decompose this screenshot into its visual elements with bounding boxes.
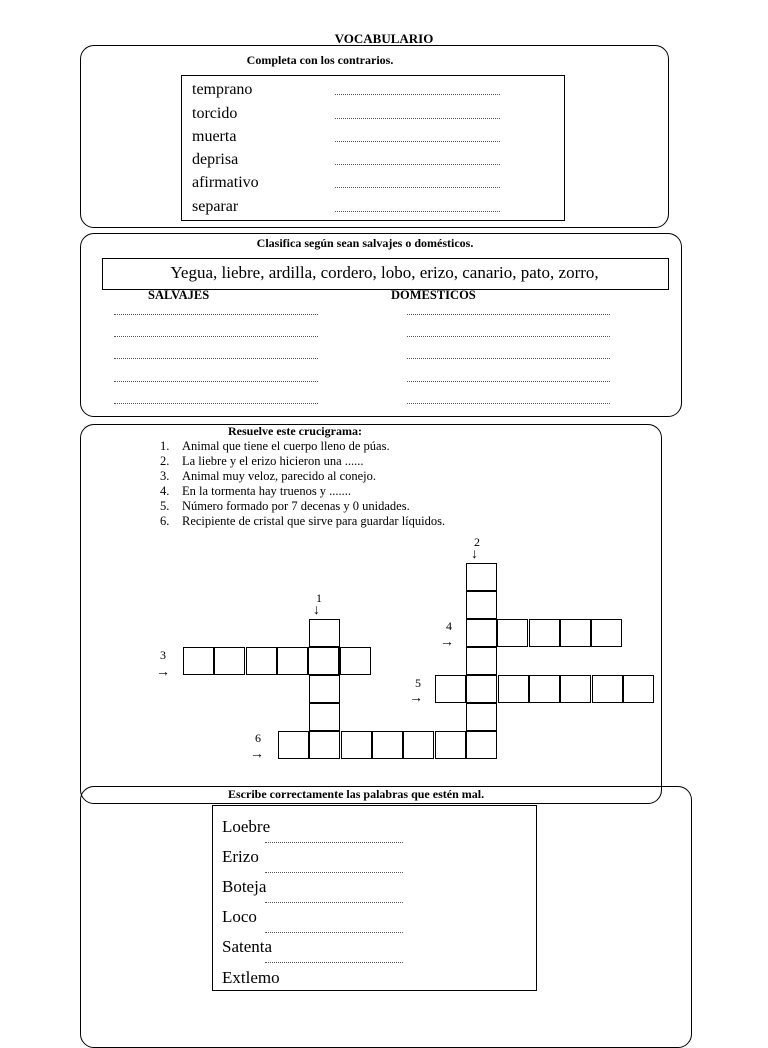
answer-line[interactable] bbox=[114, 403, 318, 404]
crossword-cell[interactable] bbox=[529, 619, 560, 647]
clue-item bbox=[160, 484, 351, 499]
crossword-cell[interactable] bbox=[591, 619, 622, 647]
answer-line[interactable] bbox=[114, 336, 318, 337]
clue-text: Animal muy veloz, parecido al conejo. bbox=[182, 469, 377, 483]
page-title: VOCABULARIO bbox=[334, 31, 434, 46]
crossword-cell[interactable] bbox=[308, 647, 339, 675]
crossword-cell[interactable] bbox=[466, 591, 497, 619]
clue-label-3: 3 bbox=[160, 648, 166, 662]
opposite-word: deprisa bbox=[192, 151, 239, 168]
clue-text: Animal que tiene el cuerpo lleno de púas. bbox=[182, 439, 390, 453]
crossword-cell[interactable] bbox=[183, 647, 214, 675]
opposite-word: torcido bbox=[192, 105, 238, 122]
answer-line[interactable] bbox=[265, 872, 403, 873]
section-crossword-heading: Resuelve este crucigrama: bbox=[228, 424, 362, 438]
misspelled-word: Loebre bbox=[222, 817, 271, 836]
answer-line[interactable] bbox=[335, 164, 500, 165]
answer-line[interactable] bbox=[265, 902, 403, 903]
answer-line[interactable] bbox=[407, 381, 610, 382]
misspelled-word: Extlemo bbox=[222, 968, 280, 987]
crossword-cell[interactable] bbox=[341, 731, 372, 759]
crossword-cell[interactable] bbox=[560, 619, 591, 647]
crossword-cell[interactable] bbox=[497, 619, 528, 647]
opposite-word: afirmativo bbox=[192, 174, 259, 191]
clue-item bbox=[160, 454, 364, 469]
answer-line[interactable] bbox=[407, 358, 610, 359]
clue-item bbox=[160, 439, 390, 454]
crossword-cell[interactable] bbox=[309, 619, 340, 647]
crossword-cell[interactable] bbox=[340, 647, 371, 675]
clue-item bbox=[160, 469, 376, 484]
clue-label-4: 4 bbox=[446, 619, 452, 633]
crossword-cell[interactable] bbox=[466, 647, 497, 675]
crossword-cell[interactable] bbox=[498, 675, 529, 703]
clue-number: 1. bbox=[160, 439, 170, 453]
crossword-cell[interactable] bbox=[435, 675, 466, 703]
crossword-cell[interactable] bbox=[309, 703, 340, 731]
crossword-cell[interactable] bbox=[623, 675, 654, 703]
clue-label-2: 2 bbox=[474, 535, 480, 549]
section-classify-heading: Clasifica según sean salvajes o domésticos. bbox=[256, 236, 474, 250]
answer-line[interactable] bbox=[265, 842, 403, 843]
clue-text: En la tormenta hay truenos y ....... bbox=[182, 484, 352, 498]
answer-line[interactable] bbox=[335, 118, 500, 119]
crossword-cell[interactable] bbox=[277, 647, 308, 675]
misspelled-word: Erizo bbox=[222, 847, 259, 866]
answer-line[interactable] bbox=[114, 314, 318, 315]
answer-line[interactable] bbox=[265, 932, 403, 933]
answer-line[interactable] bbox=[265, 962, 403, 963]
crossword-cell[interactable] bbox=[466, 619, 497, 647]
right-arrow-icon: → bbox=[250, 747, 264, 762]
misspelled-word: Boteja bbox=[222, 877, 267, 896]
crossword-cell[interactable] bbox=[403, 731, 434, 759]
crossword-cell[interactable] bbox=[278, 731, 309, 759]
crossword-cell[interactable] bbox=[592, 675, 623, 703]
crossword-cell[interactable] bbox=[466, 731, 497, 759]
answer-line[interactable] bbox=[335, 94, 500, 95]
section-opposites-heading: Completa con los contrarios. bbox=[246, 53, 394, 67]
crossword-cell[interactable] bbox=[214, 647, 245, 675]
crossword-cell[interactable] bbox=[309, 675, 340, 703]
opposite-word: temprano bbox=[192, 81, 253, 98]
crossword-cell[interactable] bbox=[466, 703, 497, 731]
crossword-cell[interactable] bbox=[309, 731, 340, 759]
misspelled-word: Satenta bbox=[222, 937, 273, 956]
animals-list: Yegua, liebre, ardilla, cordero, lobo, erizo, canario, pato, zorro, bbox=[170, 263, 599, 282]
clue-number: 2. bbox=[160, 454, 170, 468]
right-arrow-icon: → bbox=[156, 665, 170, 680]
col-salvajes: SALVAJES bbox=[148, 288, 210, 302]
clue-item bbox=[160, 499, 410, 514]
answer-line[interactable] bbox=[114, 358, 318, 359]
answer-line[interactable] bbox=[335, 141, 500, 142]
clue-text: Recipiente de cristal que sirve para guardar líquidos. bbox=[182, 514, 446, 528]
answer-line[interactable] bbox=[114, 381, 318, 382]
opposite-word: muerta bbox=[192, 128, 237, 145]
answer-line[interactable] bbox=[335, 211, 500, 212]
clue-number: 5. bbox=[160, 499, 170, 513]
misspelled-word: Loco bbox=[222, 907, 257, 926]
clue-label-1: 1 bbox=[316, 591, 322, 605]
down-arrow-icon: ↓ bbox=[471, 547, 478, 562]
section-corrections-heading: Escribe correctamente las palabras que estén mal. bbox=[228, 787, 485, 801]
down-arrow-icon: ↓ bbox=[313, 603, 320, 618]
clue-text: Número formado por 7 decenas y 0 unidades. bbox=[182, 499, 410, 513]
crossword-cell[interactable] bbox=[466, 675, 497, 703]
clue-number: 6. bbox=[160, 514, 170, 528]
clue-label-6: 6 bbox=[255, 731, 261, 745]
clue-text: La liebre y el erizo hicieron una ...... bbox=[182, 454, 364, 468]
clue-label-5: 5 bbox=[415, 676, 421, 690]
right-arrow-icon: → bbox=[440, 635, 454, 650]
crossword-cell[interactable] bbox=[435, 731, 466, 759]
crossword-cell[interactable] bbox=[529, 675, 560, 703]
opposite-word: separar bbox=[192, 198, 239, 215]
answer-line[interactable] bbox=[335, 187, 500, 188]
clue-item bbox=[160, 514, 445, 529]
crossword-cell[interactable] bbox=[466, 563, 497, 591]
right-arrow-icon: → bbox=[409, 691, 423, 706]
answer-line[interactable] bbox=[407, 314, 610, 315]
crossword-cell[interactable] bbox=[246, 647, 277, 675]
clue-number: 3. bbox=[160, 469, 170, 483]
answer-line[interactable] bbox=[407, 403, 610, 404]
clue-number: 4. bbox=[160, 484, 170, 498]
crossword-cell[interactable] bbox=[372, 731, 403, 759]
answer-line[interactable] bbox=[407, 336, 610, 337]
crossword-cell[interactable] bbox=[560, 675, 591, 703]
col-domesticos: DOMESTICOS bbox=[391, 288, 476, 302]
